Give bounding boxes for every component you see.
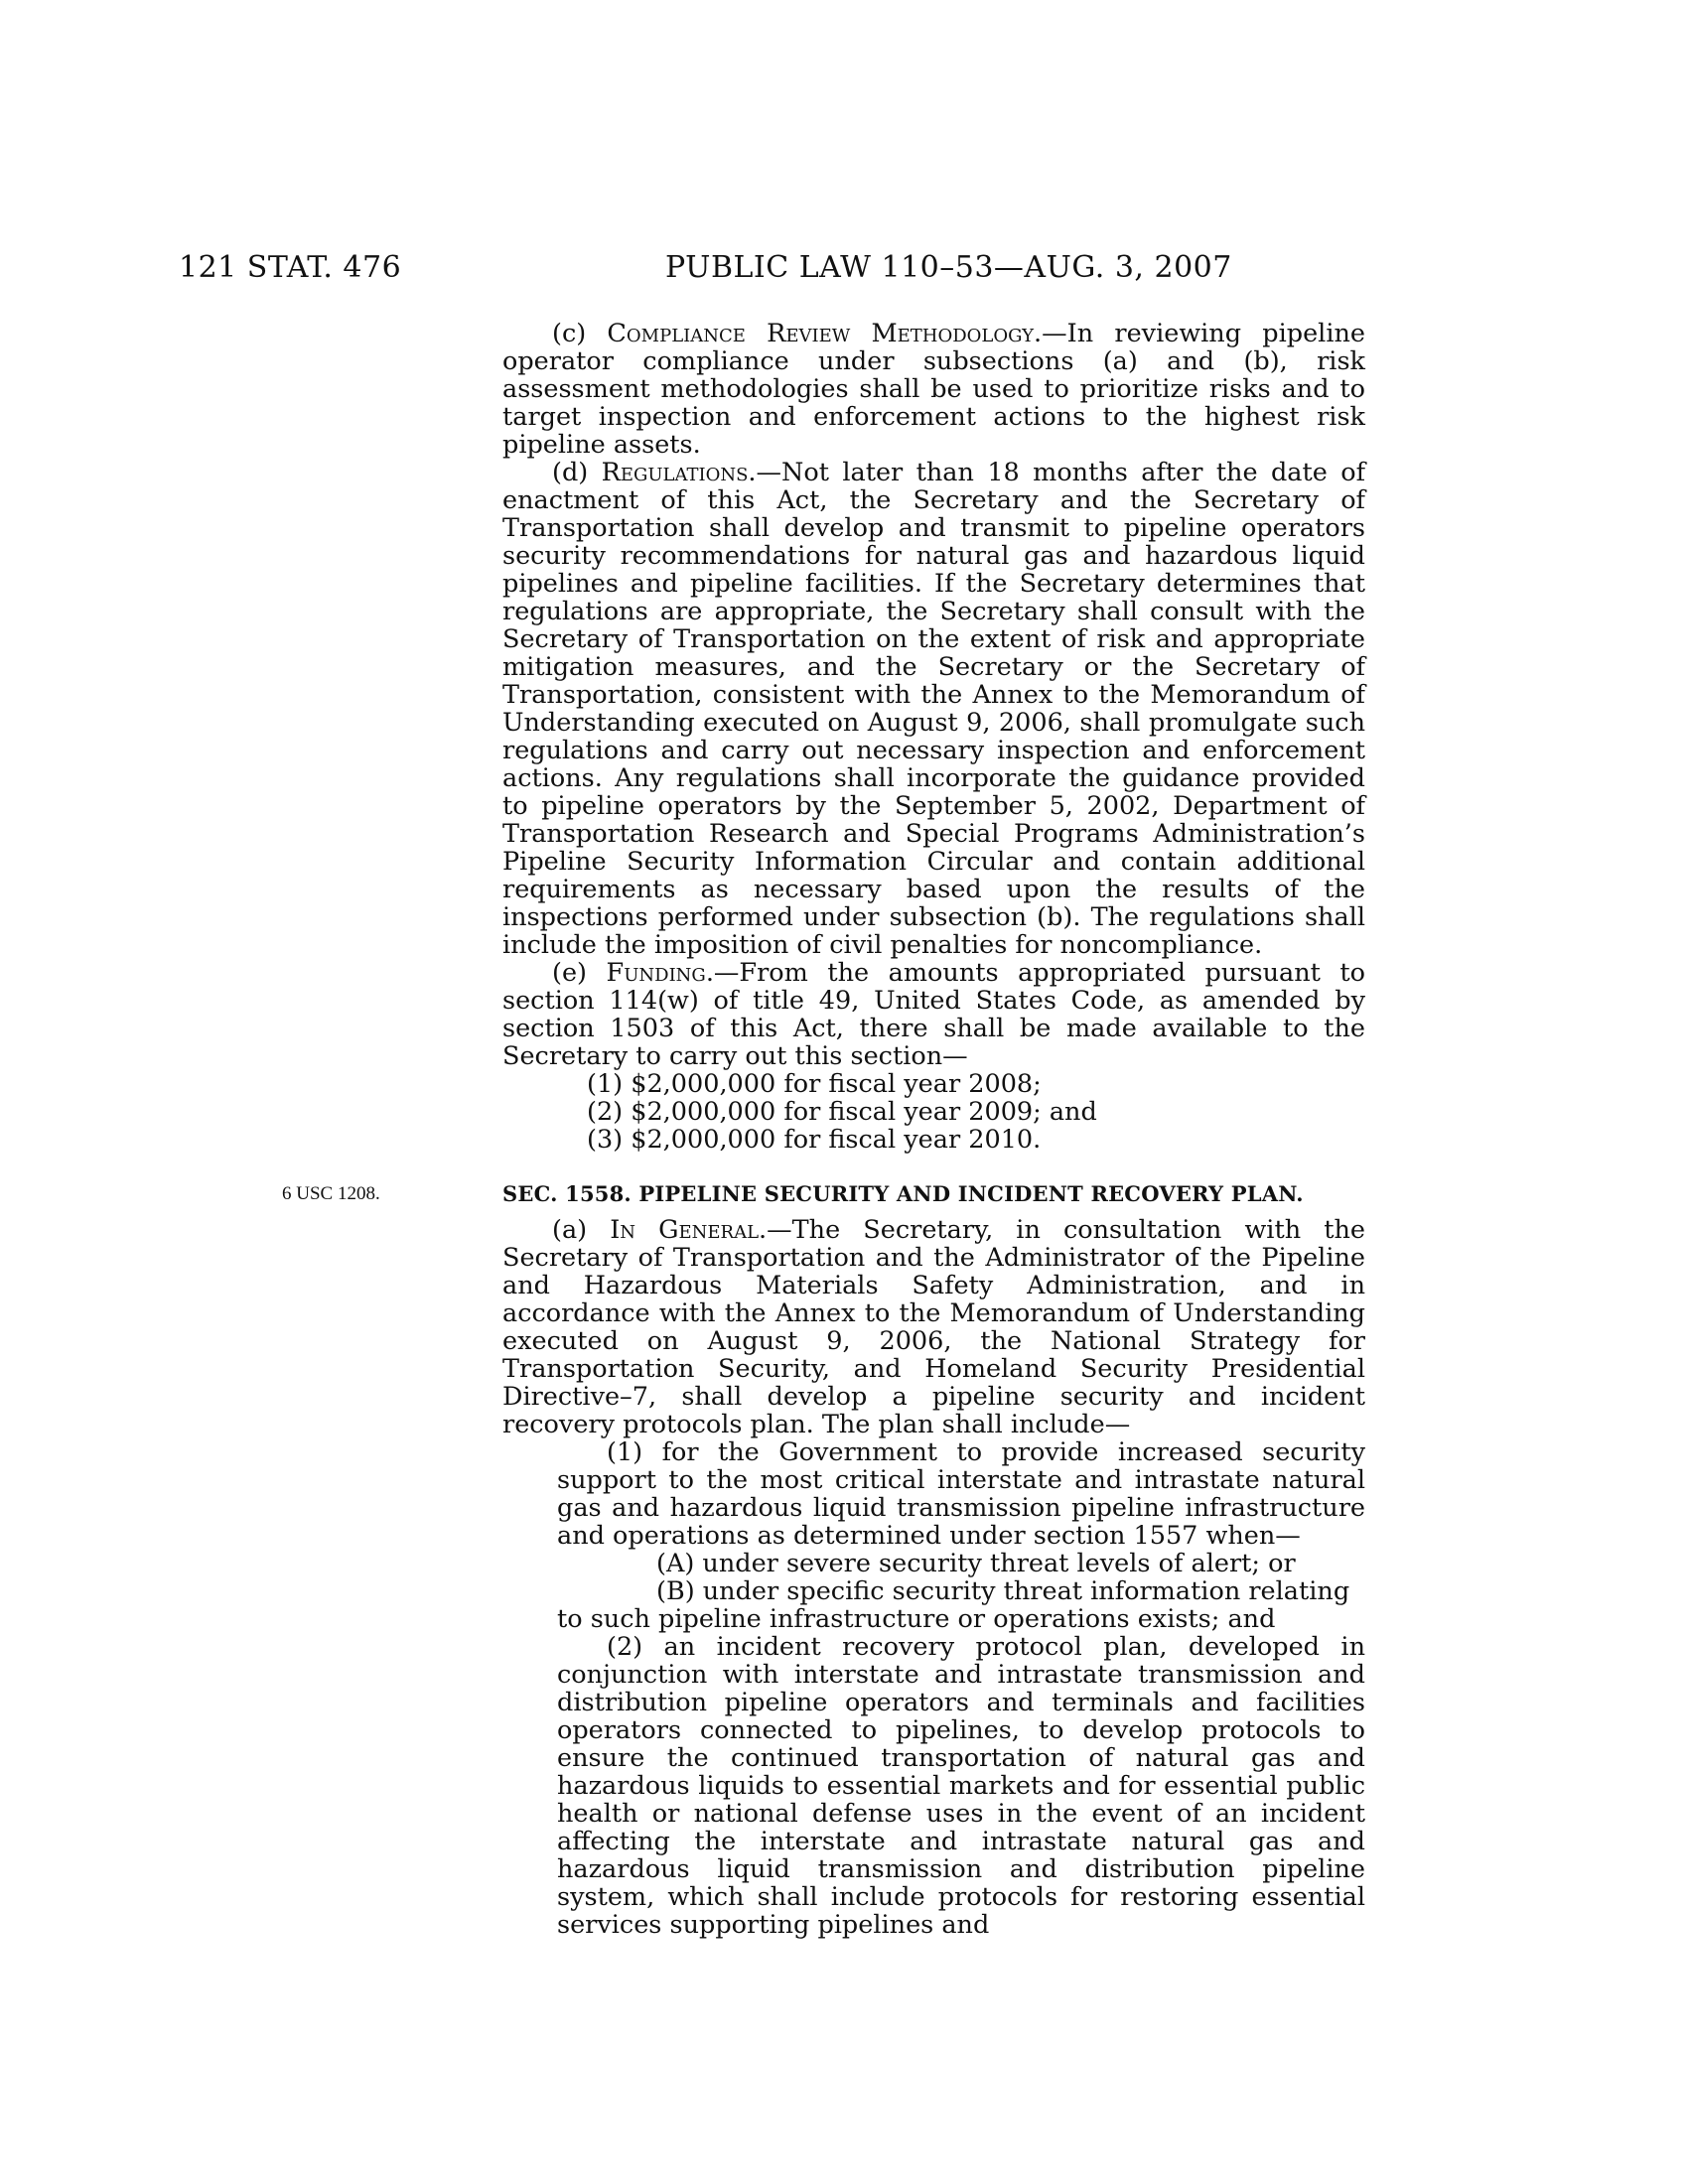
subparagraph-b: (B) under specific security threat information relating (656, 1576, 1350, 1606)
subsection-a (502, 1216, 1365, 1438)
subparagraph-b-continued: to such pipeline infrastructure or operations exists; and (557, 1604, 1276, 1634)
section-1558-header (282, 1179, 1365, 1208)
subsection-heading: Funding. (606, 958, 714, 988)
subsection-text: —From the amounts appropriated pursuant to section 114(w) of title 49, United States Code, as amended by section 1503 of this Act, there shall be made available to the Secretary to carry out this section— (502, 958, 1366, 1071)
subparagraph-a: (A) under severe security threat levels of alert; or (656, 1549, 1296, 1578)
subsection-text: —Not later than 18 months after the date of enactment of this Act, the Secretary and the Secretary of Transportation shall develop and transmit to pipeline operators security recommendations for natural gas and hazardous liquid pipelines and pipeline facilities. If the Secretary determines that regulations are appropriate, the Secretary shall consult with the Secretary of Transportation on the extent of risk and appropriate mitigation measures, and the Secretary or the Secretary of Transportation, consistent with the Annex to the Memorandum of Understanding executed on August 9, 2006, shall promulgate such regulations and carry out necessary inspection and enforcement actions. Any regulations shall incorporate the guidance provided to pipeline operators by the September 5, 2002, Department of Transportation Research and Special Programs Administration’s Pipeline Security Information Circular and contain additional requirements as necessary based upon the results of the inspections performed under subsection (b). The regulations shall include the imposition of civil penalties for noncompliance. (502, 458, 1366, 960)
subparagraph-group (557, 1550, 1365, 1633)
subsection-c (502, 320, 1365, 459)
funding-item: (1) $2,000,000 for fiscal year 2008; (587, 1069, 1042, 1099)
subsection-number: (e) (552, 958, 607, 988)
subsection-number: (a) (552, 1215, 611, 1245)
subsection-heading: Regulations. (601, 458, 757, 487)
subsection-heading: In General. (610, 1215, 768, 1245)
subsection-heading: Compliance Review Methodology. (607, 319, 1043, 348)
funding-item: (2) $2,000,000 for fiscal year 2009; and (587, 1097, 1097, 1127)
page-header (0, 250, 1688, 290)
subsection-d (502, 459, 1365, 959)
subsection-number: (d) (552, 458, 602, 487)
paragraph-group (502, 1438, 1365, 1939)
funding-item: (3) $2,000,000 for fiscal year 2010. (587, 1125, 1042, 1155)
funding-list (502, 1070, 1365, 1154)
public-law-title: PUBLIC LAW 110–53—AUG. 3, 2007 (665, 250, 1232, 285)
statute-page-number: 121 STAT. 476 (179, 250, 402, 285)
usc-margin-note: 6 USC 1208. (282, 1183, 380, 1204)
subsection-number: (c) (552, 319, 608, 348)
document-body (282, 319, 1366, 1940)
subsection-text: —In reviewing pipeline operator compliance under subsections (a) and (b), risk assessment methodologies shall be used to prioritize risks and to target inspection and enforcement actions to the highest risk pipeline assets. (502, 319, 1365, 460)
paragraph-2: (2) an incident recovery protocol plan, developed in conjunction with interstate and intrastate transmission and distribution pipeline operators and terminals and facilities operators connected to pipelines, to develop protocols to ensure the continued transportation of natural gas and hazardous liquids to essential markets and for essential public health or national defense uses in the event of an incident affecting the interstate and intrastate natural gas and hazardous liquid transmission and distribution pipeline system, which shall include protocols for restoring essential services supporting pipelines and (557, 1632, 1365, 1940)
paragraph-1: (1) for the Government to provide increased security support to the most critical interstate and intrastate natural gas and hazardous liquid transmission pipeline infrastructure and operations as determined under section 1557 when— (557, 1437, 1365, 1551)
subsection-e (502, 959, 1365, 1070)
section-heading: SEC. 1558. PIPELINE SECURITY AND INCIDENT RECOVERY PLAN. (502, 1181, 1304, 1206)
subsection-text: —The Secretary, in consultation with the Secretary of Transportation and the Administrator of the Pipeline and Hazardous Materials Safety Administration, and in accordance with the Annex to the Memorandum of Understanding executed on August 9, 2006, the National Strategy for Transportation Security, and Homeland Security Presidential Directive–7, shall develop a pipeline security and incident recovery protocols plan. The plan shall include— (502, 1215, 1365, 1439)
